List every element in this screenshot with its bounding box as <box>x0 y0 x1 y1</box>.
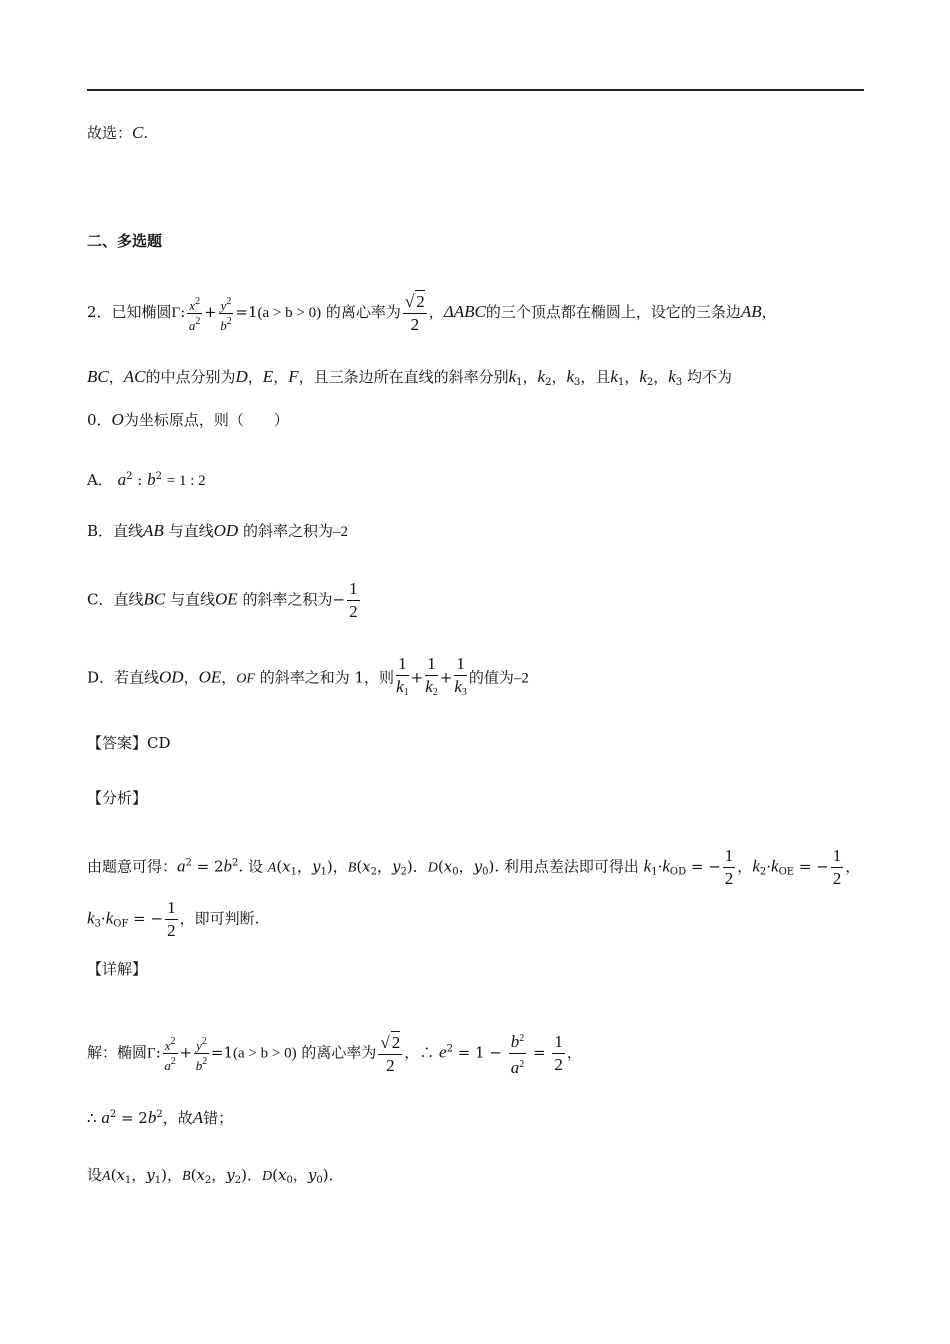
option-d-value: –2 <box>513 670 529 687</box>
option-d: D．若直线OD，OE，OF 的斜率之和为 1，则 $\frac{1}{k_1}$ + $\frac{1}{k_2}$ + $\frac{1}{k_3}$ 的值为–2 <box>87 654 529 698</box>
analysis-label: 【分析】 <box>87 789 148 807</box>
detail-line-1: 解：椭圆Γ: $\frac{x^2}{a^2}$ + $\frac{y^2}{b^2}$ =1(a > b > 0) 的离心率为 $\frac{√ 2}{2}$ ，∴ $e^2 = 1$ − $\frac{b^2}{a^2}$ = $\frac{1}{2}$ ， <box>87 1028 582 1079</box>
detail-label: 【详解】 <box>87 960 148 978</box>
prev-answer-line <box>87 122 148 144</box>
frac-x2-a2: $\frac{x^2}{a^2}$ <box>188 295 201 333</box>
header-rule <box>87 89 864 91</box>
analysis-line-1: 由题意可得：$a^2 = 2b^2$. 设 $A(x_1$，$y_1$)，$B(x_2$，$y_2$)．$D(x_0$，$y_0$). 利用点差法即可得出 $k_1\cdot k_{OD}$ = − $\frac{1}{2}$ ，$k_2\cdot k_{OE}$ = − $\frac{1}{2}$ ， <box>87 846 861 888</box>
prev-answer-period: . <box>143 124 149 142</box>
question-line-1: 2．已知椭圆Γ: $\frac{x^2}{a^2}$ + $\frac{y^2}{b^2}$ =1(a > b > 0) 的离心率为 $\frac{√ 2}{2}$ ，ΔABC的三个顶点都在椭圆上，设它的三条边AB， <box>87 292 777 334</box>
origin-text: 为坐标原点，则（ ） <box>123 411 289 429</box>
frac-sqrt2-2: $\frac{√ 2}{2}$ <box>404 292 425 334</box>
prev-answer-letter: C <box>132 123 144 142</box>
option-c: C．直线BC 与直线OE 的斜率之积为− $\frac{1}{2}$ <box>87 579 358 621</box>
option-c-label: C．直线 <box>87 590 144 609</box>
option-a: A． $a^2$ : $b^2 = 1$ : 2 <box>87 470 206 489</box>
option-b-label: B．直线 <box>87 522 144 540</box>
option-b-value: –2 <box>332 524 348 540</box>
slope-text: ，且三条边所在直线的斜率分别 <box>298 368 509 386</box>
prev-answer-text: 故选： <box>87 124 133 142</box>
answer-line: 【答案】CD <box>87 734 171 752</box>
zero-text: 0． <box>87 411 112 429</box>
midpoint-text: 的中点分别为 <box>145 368 236 386</box>
ecc-text: 的离心率为 <box>325 303 401 321</box>
triangle-text: 的三个顶点都在椭圆上，设它的三条边 <box>485 303 741 321</box>
nonzero-text: 均不为 <box>687 368 733 386</box>
question-number: 2．已知椭圆 <box>87 303 172 321</box>
option-a-label: A． <box>87 471 113 489</box>
option-d-label: D．若直线 <box>87 668 160 687</box>
frac-y2-b2: $\frac{y^2}{b^2}$ <box>220 295 232 333</box>
analysis-line-2: $k_3\cdot k_{OF}$ = − $\frac{1}{2}$ ，即可判断. <box>87 898 260 940</box>
option-b: B．直线AB 与直线OD 的斜率之积为–2 <box>87 521 348 540</box>
question-line-3 <box>87 409 289 431</box>
section-title: 二、多选题 <box>87 232 163 250</box>
frac-1-2: $\frac{1}{2}$ <box>349 579 358 621</box>
side-ab: AB <box>740 302 762 321</box>
detail-line-2: ∴ $a^2 = 2b^2$，故A错； <box>87 1108 234 1127</box>
question-line-2: BC，AC的中点分别为D，E，F，且三条边所在直线的斜率分别$k_1$，$k_2$，$k_3$，且$k_1$，$k_2$，$k_3$ 均不为 <box>87 367 733 388</box>
gamma-symbol: Γ <box>171 305 181 321</box>
origin-o: O <box>111 410 124 429</box>
triangle-abc: ΔABC <box>443 302 486 321</box>
condition-a-gt-b: (a > b > 0) <box>257 305 322 321</box>
detail-line-3: 设$A(x_1$，$y_1$)，$B(x_2$，$y_2$)．$D(x_0$，$y_0$)． <box>87 1166 344 1186</box>
